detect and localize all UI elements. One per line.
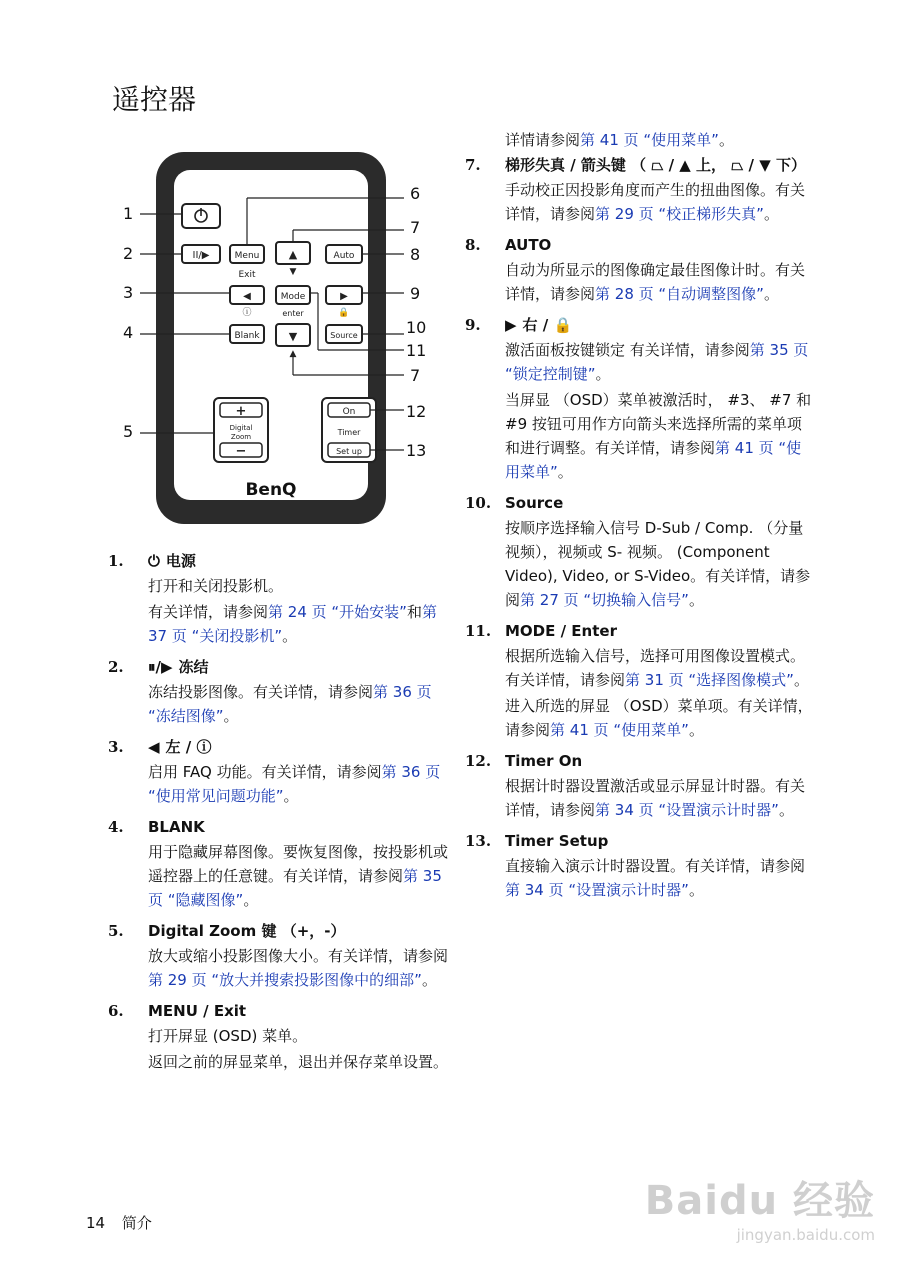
callout-7b: 7 bbox=[410, 366, 421, 385]
paragraph-text: 放大或缩小投影图像大小。有关详情，请参阅 bbox=[148, 947, 449, 965]
callout-11: 11 bbox=[406, 341, 427, 360]
item-title: 电源 bbox=[165, 552, 196, 570]
item-paragraph bbox=[505, 774, 815, 822]
callout-3: 3 bbox=[123, 283, 134, 302]
item-paragraph bbox=[148, 1024, 453, 1048]
callout-8: 8 bbox=[410, 245, 421, 264]
item-heading bbox=[465, 232, 815, 258]
paragraph-text: 自动为所显示的图像确定最佳图像计时。有关详情，请参阅 bbox=[505, 261, 806, 303]
paragraph-text: 打开屏显 (OSD) 菜单。 bbox=[148, 1027, 308, 1045]
item-paragraph bbox=[148, 1050, 453, 1074]
paragraph-text: 。 bbox=[421, 971, 437, 989]
button-symbol-icon: ▶ bbox=[505, 316, 517, 334]
lock-icon: 🔒 bbox=[338, 308, 350, 318]
zoom-plus-label: + bbox=[235, 404, 247, 419]
item-paragraph bbox=[148, 680, 453, 728]
continuation-text: 详情请参阅第 41 页 “使用菜单”。 bbox=[505, 131, 734, 149]
item-heading bbox=[465, 748, 815, 774]
item-heading bbox=[108, 998, 453, 1024]
item-body bbox=[148, 840, 453, 912]
watermark-logo: Baidu 经验 bbox=[644, 1178, 875, 1224]
remote-illustration bbox=[118, 150, 438, 530]
list-item bbox=[108, 918, 453, 992]
item-body bbox=[148, 1024, 453, 1074]
zoom-minus-label: − bbox=[235, 444, 247, 459]
paragraph-text: 当屏显 （OSD）菜单被激活时， #3、 #7 和 #9 按钮可用作方向箭头来选择所需的菜单项和进行调整。有关详情，请参阅 bbox=[505, 391, 812, 457]
page-link[interactable]: 第 24 页 “开始安装” bbox=[268, 603, 407, 621]
item-number: 5. bbox=[108, 922, 124, 940]
faq-icon: ⓘ bbox=[242, 308, 252, 318]
item-number: 6. bbox=[108, 1002, 124, 1020]
item-paragraph bbox=[505, 644, 815, 692]
item-paragraph bbox=[505, 178, 815, 226]
list-item bbox=[108, 998, 453, 1074]
mode-label: Mode bbox=[280, 292, 306, 302]
item-heading bbox=[108, 734, 453, 760]
keystone-up-icon: ▼ bbox=[289, 267, 297, 277]
paragraph-text: 。 bbox=[283, 787, 299, 805]
enter-label: enter bbox=[282, 309, 304, 318]
menu-label: Menu bbox=[234, 251, 260, 261]
item-paragraph bbox=[505, 338, 815, 386]
item-paragraph bbox=[505, 516, 815, 612]
item-paragraph bbox=[505, 388, 815, 484]
item-paragraph bbox=[148, 574, 453, 598]
item-body bbox=[505, 178, 815, 226]
list-item bbox=[465, 490, 815, 612]
item-heading bbox=[465, 152, 815, 178]
paragraph-text: 冻结投影图像。有关详情，请参阅 bbox=[148, 683, 374, 701]
callout-12: 12 bbox=[406, 402, 427, 421]
paragraph-text: 手动校正因投影角度而产生的扭曲图像。有关详情，请参阅 bbox=[505, 181, 806, 223]
item-title: Timer Setup bbox=[505, 832, 609, 850]
item-body bbox=[505, 854, 815, 902]
paragraph-text: 。 bbox=[688, 721, 704, 739]
brand-logo: BenQ bbox=[245, 480, 297, 500]
item-title: 冻结 bbox=[178, 658, 209, 676]
left-column bbox=[108, 548, 453, 1080]
paragraph-text: 。 bbox=[763, 285, 779, 303]
item-title: 梯形失真 / 箭头键 （ ⏢ / ▲ 上， ⏢ / ▼ 下） bbox=[505, 156, 806, 174]
up-arrow-icon: ▲ bbox=[288, 248, 298, 261]
page-link[interactable]: 第 28 页 “自动调整图像” bbox=[595, 285, 764, 303]
callout-6: 6 bbox=[410, 184, 421, 203]
list-item bbox=[108, 814, 453, 912]
paragraph-text: 激活面板按键锁定 有关详情，请参阅 bbox=[505, 341, 750, 359]
item-number: 12. bbox=[465, 752, 492, 770]
item-paragraph bbox=[148, 840, 453, 912]
item-paragraph bbox=[505, 258, 815, 306]
page-link[interactable]: 第 34 页 “设置演示计时器” bbox=[505, 881, 689, 899]
callout-10: 10 bbox=[406, 318, 427, 337]
item-number: 1. bbox=[108, 552, 124, 570]
item-title: BLANK bbox=[148, 818, 205, 836]
list-item bbox=[108, 654, 453, 728]
source-label: Source bbox=[330, 331, 358, 340]
setup-label: Set up bbox=[336, 447, 362, 456]
exit-label: Exit bbox=[238, 270, 256, 280]
item-body bbox=[505, 338, 815, 484]
list-item bbox=[465, 828, 815, 902]
list-item bbox=[108, 734, 453, 808]
item-heading bbox=[108, 918, 453, 944]
button-symbol-icon: ⏸/▶ bbox=[148, 658, 173, 676]
item-title: AUTO bbox=[505, 236, 552, 254]
auto-label: Auto bbox=[333, 251, 355, 261]
item-title: 右 / 🔒 bbox=[522, 316, 573, 334]
item-paragraph bbox=[148, 944, 453, 992]
page-title: 遥控器 bbox=[112, 83, 197, 116]
paragraph-text: 。 bbox=[557, 463, 573, 481]
item-heading bbox=[108, 548, 453, 574]
button-symbol-icon: ⏻ bbox=[148, 552, 160, 570]
item-paragraph bbox=[148, 760, 453, 808]
item-number: 2. bbox=[108, 658, 124, 676]
timer-label: Timer bbox=[337, 428, 361, 437]
list-item bbox=[465, 748, 815, 822]
callout-2: 2 bbox=[123, 244, 134, 263]
keystone-down-icon: ▲ bbox=[289, 349, 297, 359]
item-number: 10. bbox=[465, 494, 492, 512]
list-item bbox=[465, 618, 815, 742]
page-link[interactable]: 第 35 页 “隐藏图像” bbox=[148, 867, 442, 909]
item-body bbox=[505, 516, 815, 612]
page-link[interactable]: 第 41 页 “使用菜单” bbox=[505, 439, 802, 481]
page-link[interactable]: 第 29 页 “校正梯形失真” bbox=[595, 205, 764, 223]
page-footer bbox=[86, 1212, 164, 1233]
paragraph-text: 有关详情，请参阅 bbox=[148, 603, 269, 621]
freeze-icon: II/▶ bbox=[192, 250, 210, 261]
list-item bbox=[465, 152, 815, 226]
page-link[interactable]: 第 41 页 “使用菜单” bbox=[580, 131, 719, 149]
list-item bbox=[465, 312, 815, 484]
item-heading bbox=[465, 828, 815, 854]
item-body bbox=[505, 258, 815, 306]
item-title: Digital Zoom 键 （+，-） bbox=[148, 922, 346, 940]
timer-on-label: On bbox=[342, 407, 356, 417]
page-link[interactable]: 第 36 页 “冻结图像” bbox=[148, 683, 432, 725]
item-heading bbox=[465, 312, 815, 338]
paragraph-text: 。 bbox=[763, 205, 779, 223]
list-item bbox=[108, 548, 453, 648]
svg-text:Digital: Digital bbox=[229, 424, 253, 432]
paragraph-text: 。 bbox=[778, 801, 794, 819]
svg-text:Zoom: Zoom bbox=[230, 433, 252, 441]
button-symbol-icon: ◀ bbox=[148, 738, 160, 756]
item-heading bbox=[465, 490, 815, 516]
item-body bbox=[505, 644, 815, 742]
item-number: 4. bbox=[108, 818, 124, 836]
paragraph-text: 。 bbox=[243, 891, 259, 909]
section-name: 简介 bbox=[121, 1214, 152, 1232]
item-heading bbox=[465, 618, 815, 644]
page-link[interactable]: 第 41 页 “使用菜单” bbox=[550, 721, 689, 739]
item-body bbox=[148, 680, 453, 728]
watermark bbox=[645, 1169, 875, 1244]
paragraph-text: 启用 FAQ 功能。有关详情，请参阅 bbox=[148, 763, 382, 781]
paragraph-text: 按顺序选择输入信号 D-Sub / Comp. （分量视频），视频或 S- 视频。 (Component Video), Video, or S-Video。有关详情，请参阅 bbox=[505, 519, 811, 609]
item-body bbox=[148, 760, 453, 808]
right-column bbox=[465, 128, 815, 908]
paragraph-text: 。 bbox=[595, 365, 611, 383]
item-body bbox=[505, 774, 815, 822]
callout-7a: 7 bbox=[410, 218, 421, 237]
page-link[interactable]: 第 35 页 “锁定控制键” bbox=[505, 341, 809, 383]
item-body bbox=[148, 574, 453, 648]
paragraph-text: 。 bbox=[223, 707, 239, 725]
item-body bbox=[148, 944, 453, 992]
item-title: Timer On bbox=[505, 752, 583, 770]
callout-4: 4 bbox=[123, 323, 134, 342]
blank-label: Blank bbox=[234, 331, 260, 341]
page-link[interactable]: 第 29 页 “放大并搜索投影图像中的细部” bbox=[148, 971, 422, 989]
paragraph-text: 进入所选的屏显 （OSD）菜单项。有关详情，请参阅 bbox=[505, 697, 813, 739]
paragraph-text: 。 bbox=[282, 627, 298, 645]
paragraph-text: 根据计时器设置激活或显示屏显计时器。有关详情，请参阅 bbox=[505, 777, 806, 819]
item-number: 8. bbox=[465, 236, 481, 254]
item-paragraph bbox=[148, 600, 453, 648]
page-number: 14 bbox=[86, 1214, 106, 1232]
watermark-url: jingyan.baidu.com bbox=[736, 1226, 875, 1244]
item-number: 7. bbox=[465, 156, 481, 174]
page-link[interactable]: 第 37 页 “关闭投影机” bbox=[148, 603, 437, 645]
paragraph-text: 返回之前的屏显菜单，退出并保存菜单设置。 bbox=[148, 1053, 449, 1071]
page-link[interactable]: 第 36 页 “使用常见问题功能” bbox=[148, 763, 441, 805]
callout-9: 9 bbox=[410, 284, 421, 303]
item-paragraph bbox=[505, 694, 815, 742]
callout-13: 13 bbox=[406, 441, 427, 460]
list-item bbox=[465, 232, 815, 306]
paragraph-text: 。 bbox=[688, 591, 704, 609]
paragraph-text: 和 bbox=[406, 603, 422, 621]
page-link[interactable]: 第 27 页 “切换输入信号” bbox=[520, 591, 689, 609]
callout-1: 1 bbox=[123, 204, 134, 223]
paragraph-text: 直接输入演示计时器设置。有关详情，请参阅 bbox=[505, 857, 806, 875]
item-title: Source bbox=[505, 494, 564, 512]
paragraph-text: 根据所选输入信号，选择可用图像设置模式。有关详情，请参阅 bbox=[505, 647, 806, 689]
paragraph-text: 打开和关闭投影机。 bbox=[148, 577, 284, 595]
item-number: 13. bbox=[465, 832, 492, 850]
item-heading bbox=[108, 814, 453, 840]
down-arrow-icon: ▼ bbox=[288, 330, 298, 343]
item-title: 左 / ⓘ bbox=[165, 738, 212, 756]
callout-5: 5 bbox=[123, 422, 134, 441]
item-title: MODE / Enter bbox=[505, 622, 617, 640]
paragraph-text: 。 bbox=[688, 881, 704, 899]
right-arrow-icon: ▶ bbox=[340, 291, 348, 302]
item-paragraph bbox=[505, 854, 815, 902]
item-heading bbox=[108, 654, 453, 680]
page-link[interactable]: 第 34 页 “设置演示计时器” bbox=[595, 801, 779, 819]
left-arrow-icon: ◀ bbox=[243, 291, 251, 302]
paragraph-text: 。 bbox=[793, 671, 809, 689]
page-link[interactable]: 第 31 页 “选择图像模式” bbox=[625, 671, 794, 689]
paragraph-text: 用于隐藏屏幕图像。要恢复图像，按投影机或遥控器上的任意键。有关详情，请参阅 bbox=[148, 843, 449, 885]
item-title: MENU / Exit bbox=[148, 1002, 247, 1020]
item-number: 3. bbox=[108, 738, 124, 756]
item-number: 9. bbox=[465, 316, 481, 334]
item-number: 11. bbox=[465, 622, 492, 640]
